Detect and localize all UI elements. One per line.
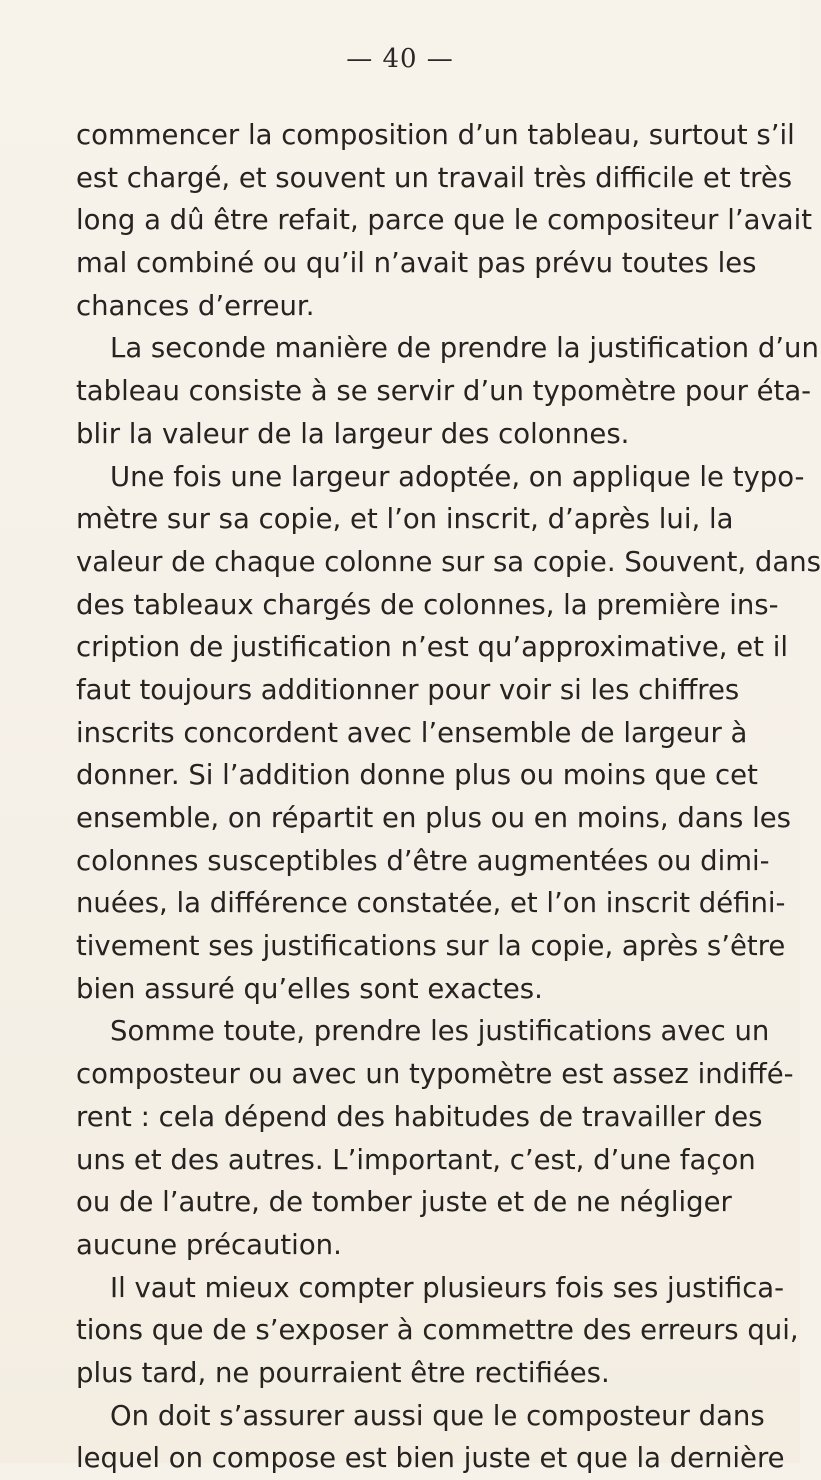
text-line: faut toujours additionner pour voir si les chiffres: [76, 673, 740, 706]
text-line: commencer la composition d’un tableau, surtout s’il: [76, 119, 795, 151]
text-line: chances d’erreur.: [76, 289, 315, 322]
text-line: colonnes susceptibles d’être augmentées ou dimi-: [76, 844, 770, 877]
text-line: des tableaux chargés de colonnes, la première ins-: [76, 588, 779, 621]
text-line: composteur ou avec un typomètre est assez indiffé-: [76, 1058, 794, 1091]
text-line: rent : cela dépend des habitudes de travailler des: [76, 1100, 763, 1133]
text-line: aucune précaution.: [76, 1228, 342, 1261]
text-line: lequel on compose est bien juste et que la dernière: [76, 1442, 785, 1475]
text-line: uns et des autres. L’important, c’est, d’une façon: [76, 1143, 756, 1176]
text-line: donner. Si l’addition donne plus ou moins que cet: [76, 759, 758, 792]
text-line: mètre sur sa copie, et l’on inscrit, d’après lui, la: [76, 503, 734, 536]
text-line: mal combiné ou qu’il n’avait pas prévu toutes les: [76, 247, 757, 280]
text-line: Il vaut mieux compter plusieurs fois ses justifica-: [110, 1271, 785, 1304]
page-number: — 40 —: [346, 44, 454, 74]
text-line: Somme toute, prendre les justifications avec un: [110, 1015, 770, 1048]
text-line: inscrits concordent avec l’ensemble de largeur à: [76, 716, 748, 749]
text-line: ensemble, on répartit en plus ou en moins, dans les: [76, 802, 792, 834]
text-line: nuées, la différence constatée, et l’on inscrit défini-: [76, 887, 786, 920]
text-line: tivement ses justifications sur la copie, après s’être: [76, 930, 786, 963]
body-text: [76, 114, 821, 1480]
text-line: bien assuré qu’elles sont exactes.: [76, 972, 543, 1005]
text-line: valeur de chaque colonne sur sa copie. Souvent, dans: [76, 545, 821, 578]
text-line: Une fois une largeur adoptée, on applique le typo-: [110, 460, 805, 493]
text-line: cription de justification n’est qu’approximative, et il: [76, 631, 788, 664]
text-line: tableau consiste à se servir d’un typomètre pour éta-: [76, 375, 812, 408]
text-line: On doit s’assurer aussi que le composteur dans: [110, 1399, 765, 1432]
text-line: tions que de s’exposer à commettre des erreurs qui,: [76, 1314, 799, 1347]
text-line: blir la valeur de la largeur des colonnes.: [76, 417, 630, 450]
text-line: plus tard, ne pourraient être rectifiées.: [76, 1356, 610, 1389]
text-line: est chargé, et souvent un travail très difficile et très: [76, 161, 793, 194]
text-line: La seconde manière de prendre la justification d’un: [110, 332, 819, 365]
text-line: long a dû être refait, parce que le compositeur l’avait: [76, 204, 813, 237]
text-line: ou de l’autre, de tomber juste et de ne négliger: [76, 1186, 732, 1219]
